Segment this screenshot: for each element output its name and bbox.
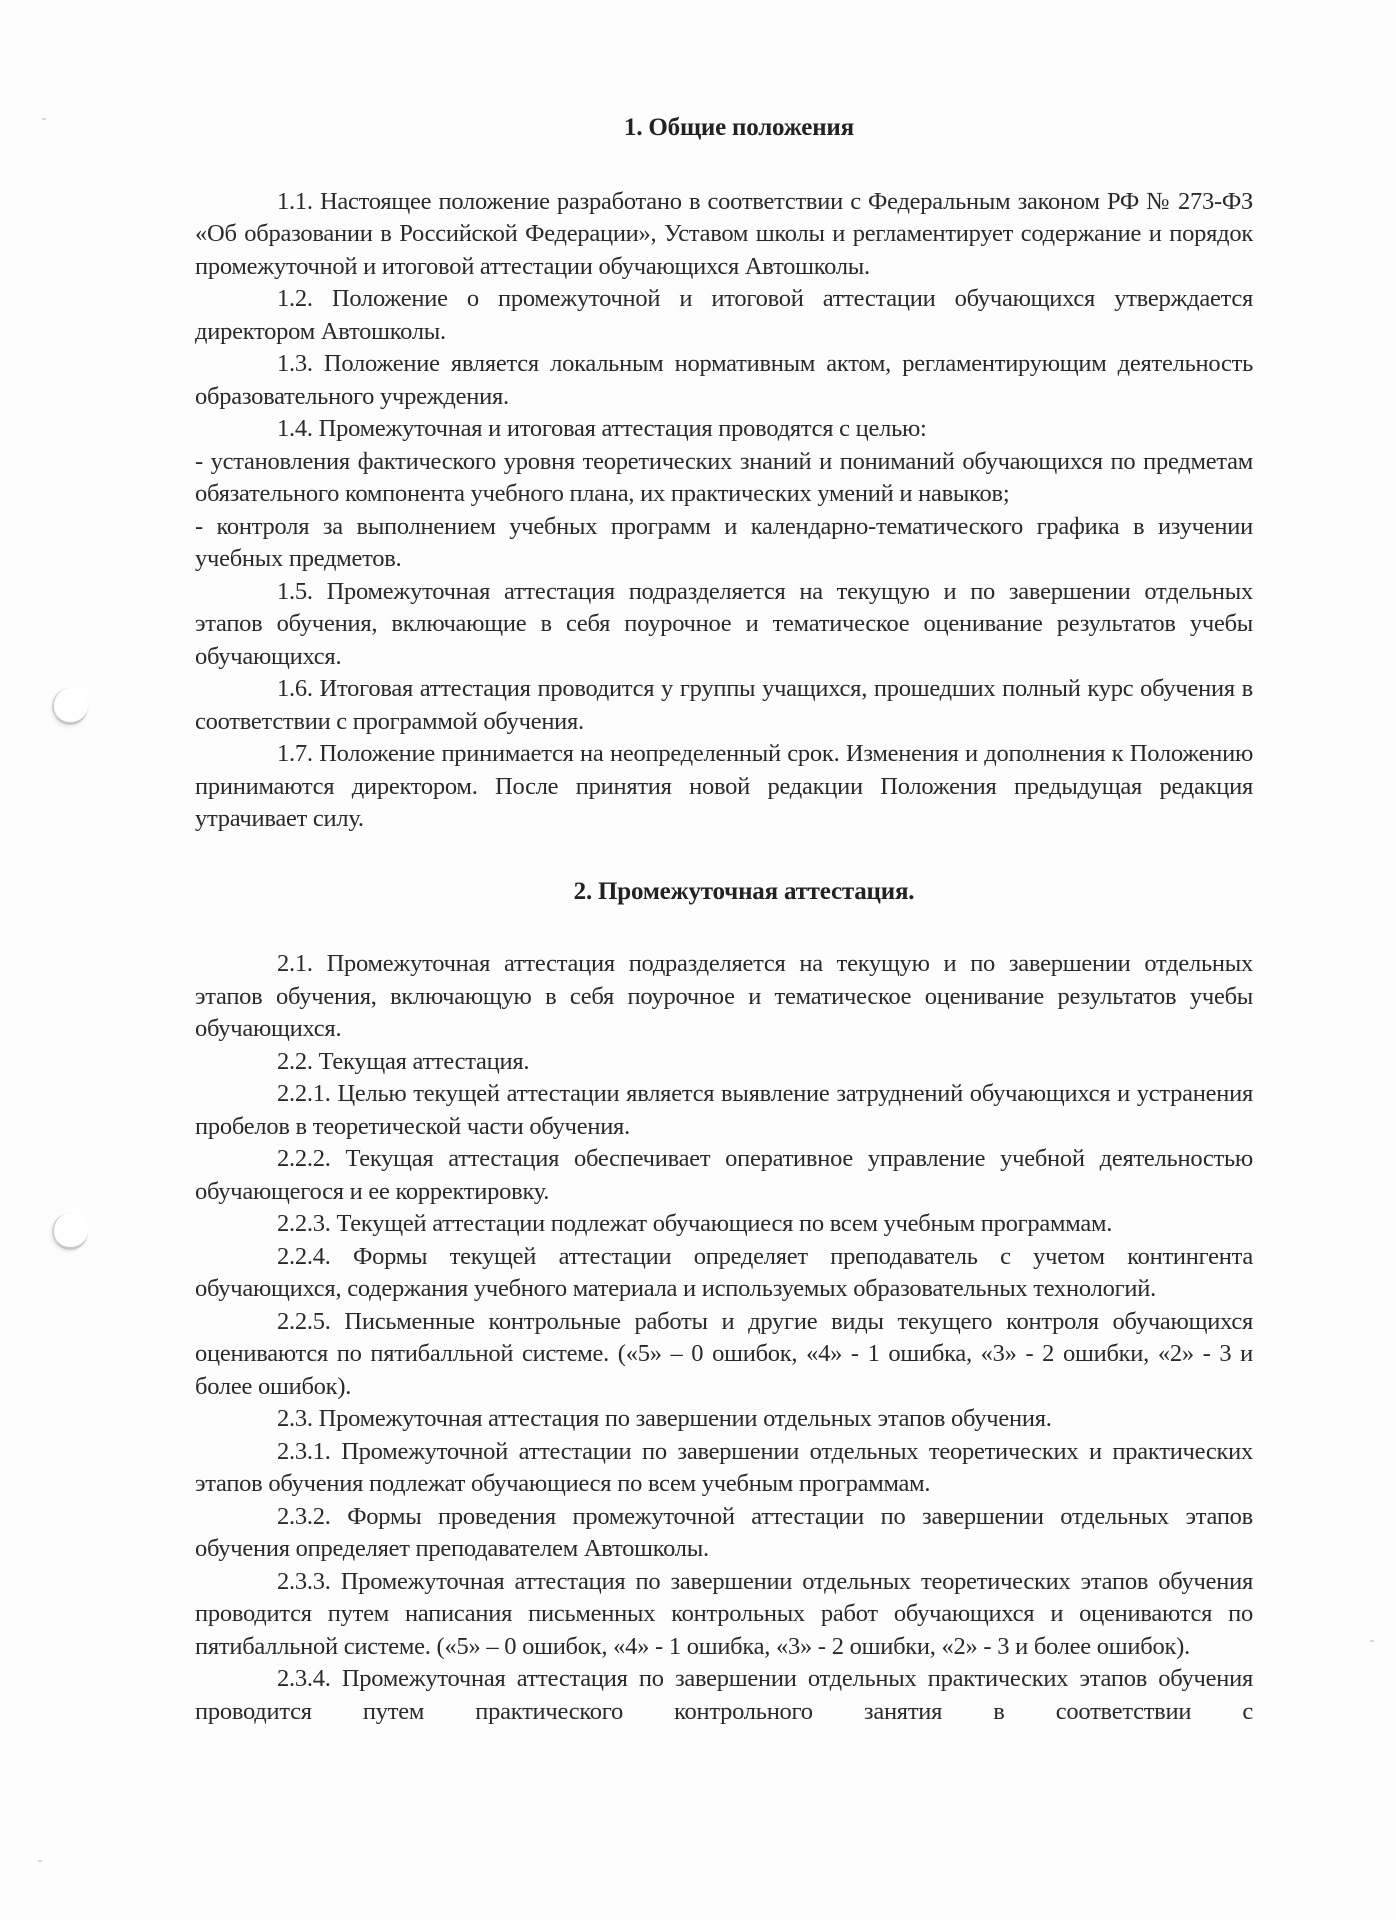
paragraph: 2.1. Промежуточная аттестация подразделяется на текущую и по завершении отдельных этапов обучения, включающую в себя поурочное и тематическое оценивание результатов учебы обучающихся. — [195, 950, 1253, 1042]
paragraph: 2.2.5. Письменные контрольные работы и другие виды текущего контроля обучающихся оцениваются по пятибалльной системе. («5» – 0 ошибок, «4» - 1 ошибка, «3» - 2 ошибки, «2» - 3 и более ошибок). — [195, 1307, 1253, 1400]
paragraph: 1.4. Промежуточная и итоговая аттестация проводятся с целью: — [277, 415, 927, 442]
paragraph: 1.5. Промежуточная аттестация подразделяется на текущую и по завершении отдельных этапов обучения, включающие в себя поурочное и тематическое оценивание результатов учебы обучающихся. — [195, 577, 1253, 670]
scan-speck — [1370, 1640, 1374, 1642]
paragraph: 2.3.4. Промежуточная аттестация по завершении отдельных практических этапов обучения проводится путем практического контрольного занятия в соответствии с — [195, 1665, 1253, 1725]
paragraph: 1.7. Положение принимается на неопределенный срок. Изменения и дополнения к Положению принимаются директором. После принятия новой редакции Положения предыдущая редакция утрачивает силу. — [195, 740, 1253, 832]
paragraph: 2.2.1. Целью текущей аттестации является выявление затруднений обучающихся и устранения пробелов в теоретической части обучения. — [195, 1080, 1253, 1140]
paragraph: 2.2. Текущая аттестация. — [277, 1047, 530, 1075]
list-item: - контроля за выполнением учебных программ и календарно-тематического графика в изучении учебных предметов. — [195, 512, 1253, 572]
paragraph: 2.3.2. Формы проведения промежуточной аттестации по завершении отдельных этапов обучения определяет преподавателем Автошколы. — [195, 1502, 1253, 1562]
paragraph: 2.2.3. Текущей аттестации подлежат обучающиеся по всем учебным программам. — [277, 1210, 1113, 1237]
scan-speck — [42, 118, 46, 120]
paragraph: 2.2.4. Формы текущей аттестации определяет преподаватель с учетом контингента обучающихся, содержания учебного материала и используемых образовательных технологий. — [195, 1242, 1253, 1302]
document-body — [195, 112, 1253, 1728]
section-heading: 1. Общие положения — [624, 114, 854, 141]
punch-hole — [52, 688, 88, 725]
paragraph: 1.2. Положение о промежуточной и итоговой аттестации обучающихся утверждается директором Автошколы. — [195, 285, 1253, 345]
paragraph: 1.3. Положение является локальным нормативным актом, регламентирующим деятельность образовательного учреждения. — [195, 350, 1253, 410]
punch-hole — [52, 1213, 88, 1250]
paragraph: 1.6. Итоговая аттестация проводится у группы учащихся, прошедших полный курс обучения в соответствии с программой обучения. — [195, 675, 1253, 735]
paragraph: 2.3. Промежуточная аттестация по завершении отдельных этапов обучения. — [277, 1405, 1052, 1432]
scan-speck — [38, 1860, 42, 1862]
list-item: - установления фактического уровня теоретических знаний и пониманий обучающихся по предметам обязательного компонента учебного плана, их практических умений и навыков; — [195, 447, 1253, 507]
section-heading: 2. Промежуточная аттестация. — [573, 877, 915, 905]
paragraph: 1.1. Настоящее положение разработано в соответствии с Федеральным законом РФ № 273-ФЗ «Об образовании в Российской Федерации», Уставом школы и регламентирует содержание и порядок промежуточной и итоговой аттестации обучающихся Автошколы. — [195, 187, 1253, 280]
paragraph: 2.3.1. Промежуточной аттестации по завершении отдельных теоретических и практических этапов обучения подлежат обучающиеся по всем учебным программам. — [195, 1437, 1253, 1497]
paragraph: 2.3.3. Промежуточная аттестация по завершении отдельных теоретических этапов обучения проводится путем написания письменных контрольных работ обучающихся и оцениваются по пятибалльной системе. («5» – 0 ошибок, «4» - 1 ошибка, «3» - 2 ошибки, «2» - 3 и более ошибок). — [195, 1567, 1253, 1660]
paragraph: 2.2.2. Текущая аттестация обеспечивает оперативное управление учебной деятельностью обучающегося и ее корректировку. — [195, 1145, 1253, 1205]
